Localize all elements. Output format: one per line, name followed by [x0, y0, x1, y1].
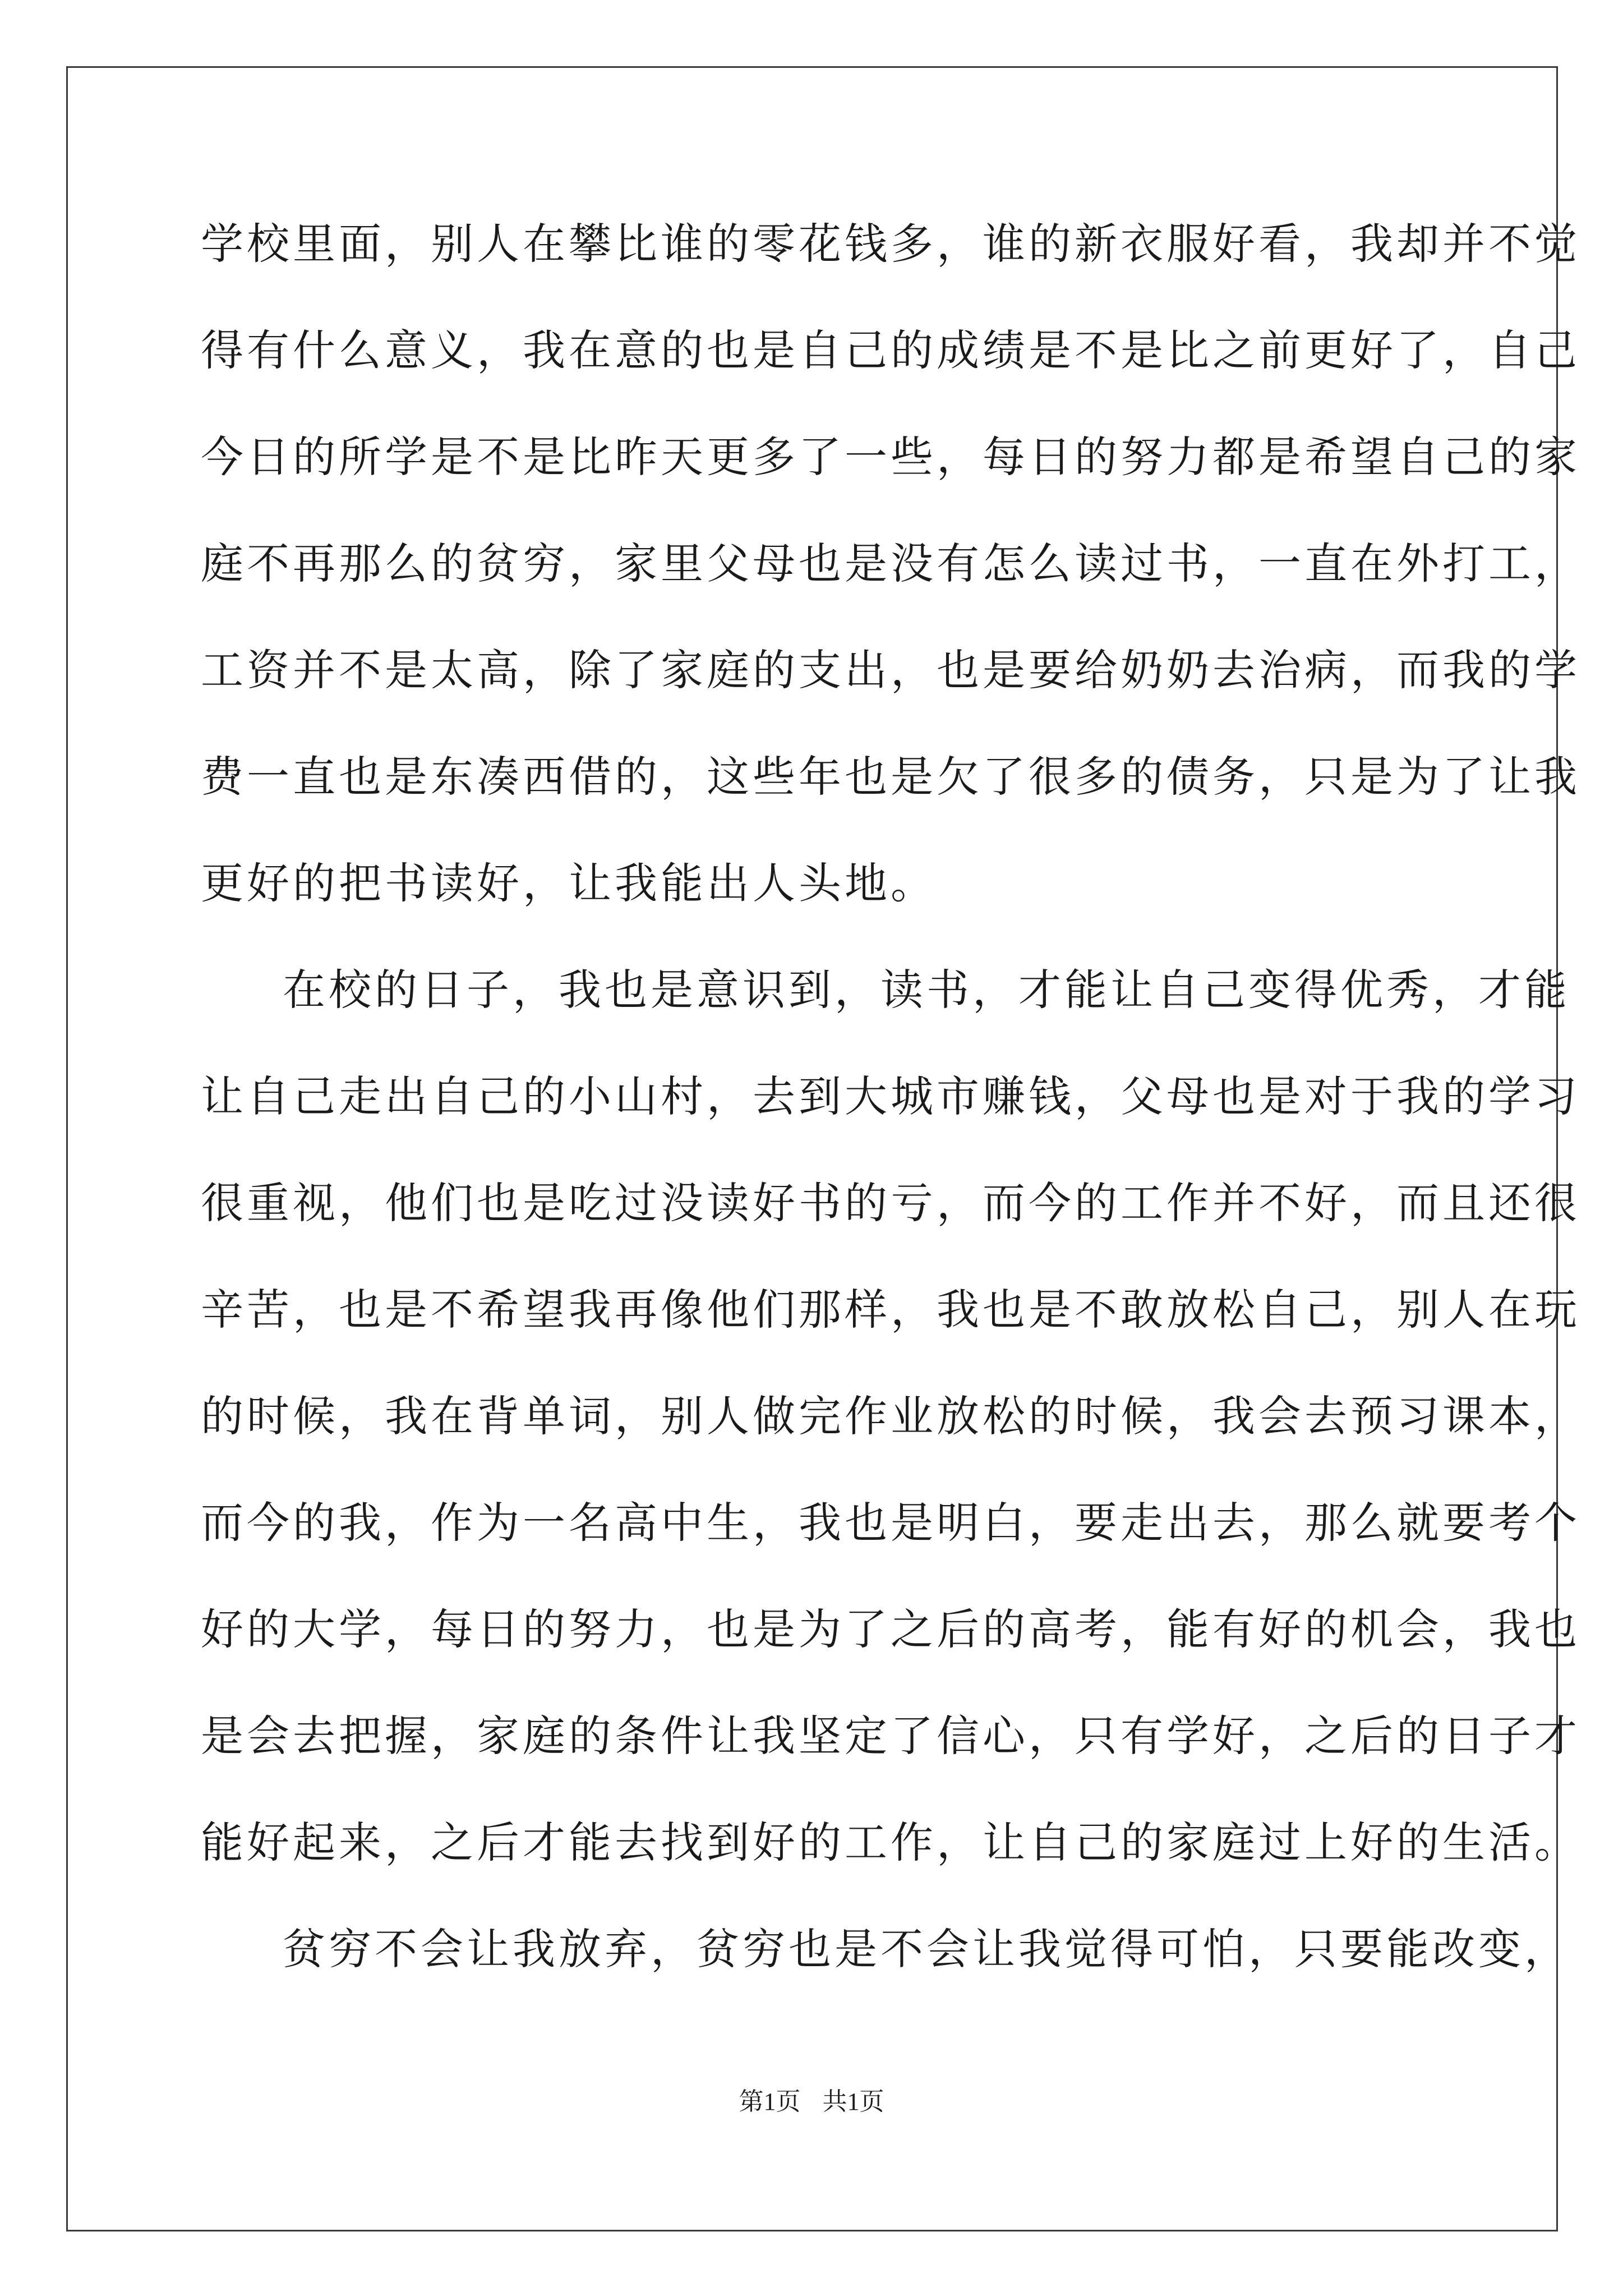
- text-line: 让自己走出自己的小山村，去到大城市赚钱，父母也是对于我的学习: [201, 1071, 1580, 1121]
- text-line: 是会去把握，家庭的条件让我坚定了信心，只有学好，之后的日子才: [201, 1711, 1580, 1761]
- total-pages: 共1页: [822, 2088, 884, 2115]
- text-line: 好的大学，每日的努力，也是为了之后的高考，能有好的机会，我也: [201, 1604, 1580, 1654]
- text-line: 能好起来，之后才能去找到好的工作，让自己的家庭过上好的生活。: [201, 1818, 1580, 1867]
- page-border: [66, 66, 1558, 2231]
- text-line: 今日的所学是不是比昨天更多了一些，每日的努力都是希望自己的家: [201, 432, 1580, 482]
- text-line: 很重视，他们也是吃过没读好书的亏，而今的工作并不好，而且还很: [201, 1178, 1580, 1228]
- paragraph-start-line: 在校的日子，我也是意识到，读书，才能让自己变得优秀，才能: [283, 965, 1570, 1015]
- page-number: 第1页: [739, 2088, 801, 2115]
- text-line: 工资并不是太高，除了家庭的支出，也是要给奶奶去治病，而我的学: [201, 645, 1580, 695]
- text-line: 学校里面，别人在攀比谁的零花钱多，谁的新衣服好看，我却并不觉: [201, 219, 1580, 269]
- text-line: 费一直也是东凑西借的，这些年也是欠了很多的债务，只是为了让我: [201, 752, 1580, 802]
- text-line: 庭不再那么的贫穷，家里父母也是没有怎么读过书，一直在外打工，: [201, 539, 1580, 588]
- text-line: 得有什么意义，我在意的也是自己的成绩是不是比之前更好了，自己: [201, 325, 1580, 375]
- paragraph-start-line: 贫穷不会让我放弃，贫穷也是不会让我觉得可怕，只要能改变，: [283, 1924, 1570, 1974]
- text-line: 辛苦，也是不希望我再像他们那样，我也是不敢放松自己，别人在玩: [201, 1285, 1580, 1335]
- text-line: 而今的我，作为一名高中生，我也是明白，要走出去，那么就要考个: [201, 1498, 1580, 1548]
- page-footer: [0, 2081, 1623, 2117]
- text-line: 更好的把书读好，让我能出人头地。: [201, 858, 937, 908]
- text-line: 的时候，我在背单词，别人做完作业放松的时候，我会去预习课本，: [201, 1391, 1580, 1441]
